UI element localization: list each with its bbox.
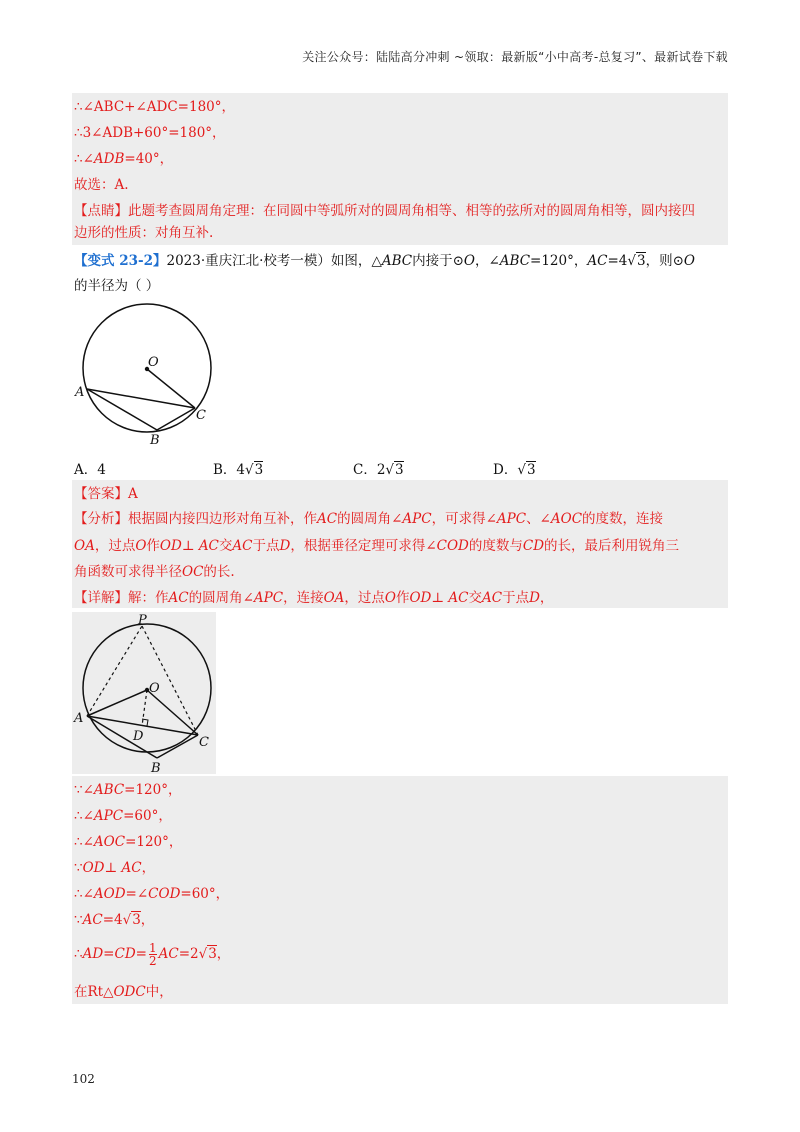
step-line: ∴∠APC=60°，: [74, 808, 172, 824]
page-number: 102: [72, 1072, 95, 1086]
comment-line: 【点睛】此题考查圆周角定理：在同圆中等弧所对的圆周角相等、相等的弦所对的圆周角相等，圆内接四: [74, 203, 695, 219]
analysis-line: 角函数可求得半径OC的长.: [74, 564, 235, 580]
label-d: D: [133, 729, 144, 744]
segment-bc: [157, 408, 195, 430]
question-line: 的半径为（ ）: [74, 278, 160, 294]
step-line: ∴3∠ADB+60°=180°，: [74, 125, 226, 141]
label-c: C: [199, 735, 209, 750]
option-b[interactable]: B．4√3: [213, 462, 264, 478]
question-line: 【变式 23-2】2023·重庆江北·校考一模）如图，△ABC内接于⊙O，∠ABC=120°，AC=4√3，则⊙O: [74, 253, 695, 269]
detail-line: 【详解】解：作AC的圆周角∠APC，连接OA，过点O作OD⊥ AC交AC于点D，: [74, 590, 554, 606]
analysis-line: 【分析】根据圆内接四边形对角互补，作AC的圆周角∠APC，可求得∠APC、∠AOC的度数，连接: [74, 511, 664, 527]
label-c: C: [196, 408, 206, 423]
page-header: 关注公众号：陆陆高分冲刺 ~领取：最新版“小中高考-总复习”、最新试卷下载: [302, 50, 728, 64]
label-o: O: [148, 355, 159, 370]
comment-line: 边形的性质：对角互补.: [74, 225, 214, 241]
segment-oc: [147, 369, 195, 408]
step-line: ∴∠ADB=40°，: [74, 151, 174, 167]
fraction: $\frac{1}{2}$: [148, 941, 157, 968]
option-d[interactable]: D．√3: [493, 462, 536, 478]
label-o: O: [149, 681, 160, 696]
step-line: ∵AC=4√3，: [74, 912, 155, 928]
step-line: 故选：A.: [74, 177, 129, 193]
step-line: ∴∠AOD=∠COD=60°，: [74, 886, 230, 902]
step-line: ∴∠ABC+∠ADC=180°，: [74, 99, 236, 115]
label-p: P: [138, 613, 147, 628]
label-a: A: [75, 385, 85, 400]
label-b: B: [150, 433, 160, 448]
step-line: ∴∠AOC=120°，: [74, 834, 183, 850]
step-line: ∵OD⊥ AC，: [74, 860, 156, 876]
solution-figure: [72, 612, 216, 774]
step-line: 在Rt△ODC中，: [74, 984, 173, 1000]
analysis-line: OA，过点O作OD⊥ AC交AC于点D，根据垂径定理可求得∠COD的度数与CD的长，最后利用锐角三: [74, 538, 680, 554]
label-b: B: [151, 761, 161, 774]
question-tag: 【变式 23-2】: [74, 253, 167, 269]
label-a: A: [74, 711, 84, 726]
step-line: ∵∠ABC=120°，: [74, 782, 182, 798]
step-line: ∴AD=CD= $\frac{1}{2}$ AC=2√3，: [74, 941, 231, 968]
question-figure: [72, 300, 222, 450]
option-a[interactable]: A．4: [74, 462, 106, 478]
answer-label: 【答案】A: [74, 486, 138, 502]
option-c[interactable]: C．2√3: [353, 462, 404, 478]
